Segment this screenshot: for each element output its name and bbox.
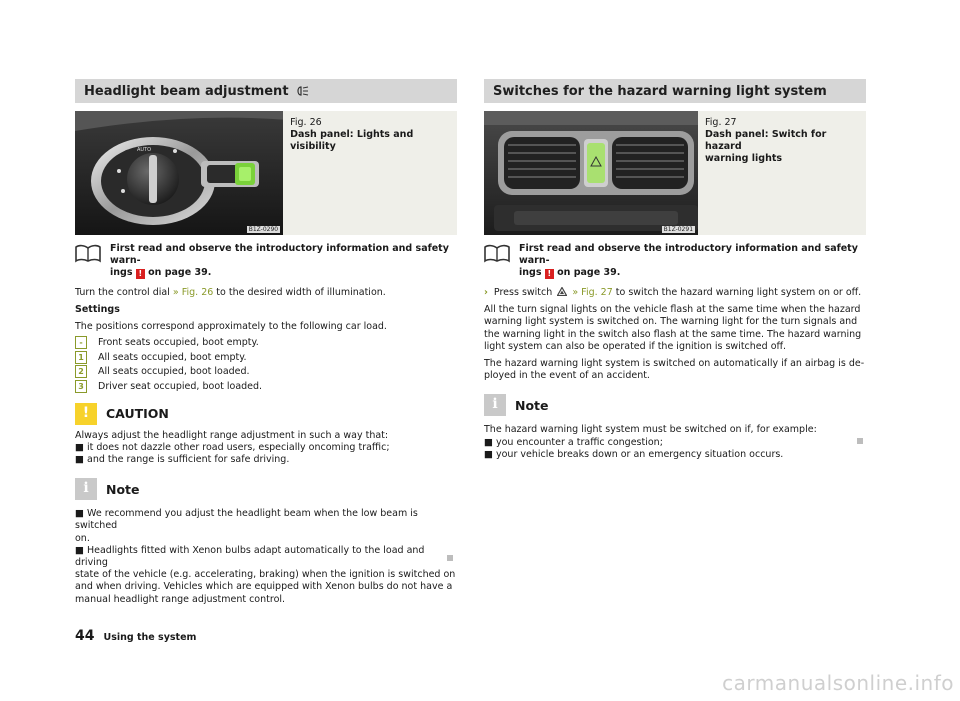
figure-caption <box>283 111 457 235</box>
watermark: carmanualsonline.info <box>722 671 954 695</box>
step-arrow-icon: › <box>484 287 488 298</box>
note-title: Note <box>106 481 140 497</box>
section-heading-headlight <box>75 79 457 103</box>
note-header <box>75 478 457 500</box>
list-item: 1 All seats occupied, boot empty. <box>75 350 457 365</box>
settings-intro: The positions correspond approximately to the following car load. <box>75 321 387 333</box>
figure-code: B1Z-0291 <box>663 226 694 233</box>
section-title: Switches for the hazard warning light system <box>493 83 827 99</box>
figure-number: Fig. 27 <box>705 117 737 128</box>
figure-27 <box>484 111 866 235</box>
figure-number: Fig. 26 <box>290 117 322 128</box>
note-body: The hazard warning light system must be switched on if, for example: ■ you encounter a traffic congestion; ■ your vehicle breaks down or an emergency situation occurs. <box>484 424 817 460</box>
paragraph-2: The hazard warning light system is switched on automatically if an airbag is de- ployed in the event of an accident. <box>484 358 865 382</box>
figure-26 <box>75 111 457 235</box>
list-item: - Front seats occupied, boot empty. <box>75 336 457 351</box>
open-book-icon <box>75 243 101 263</box>
page-39-link[interactable]: on page 39. <box>148 267 212 278</box>
caution-title: CAUTION <box>106 406 169 422</box>
figure-title: Dash panel: Lights and visibility <box>290 129 414 152</box>
paragraph-1: All the turn signal lights on the vehicle flash at the same time when the hazard warning light system is switched on. The warning light for the turn signals and the warning light in the switch also flash at the same time. The hazard warning light system can also be operated if the ignition is switched off. <box>484 304 862 352</box>
read-first-ings: ings <box>110 267 133 278</box>
caution-header <box>75 403 457 425</box>
light-switch-photo <box>75 111 283 235</box>
read-first-line1: First read and observe the introductory information and safety warn- <box>519 243 858 266</box>
caution-icon <box>75 403 97 425</box>
warning-alert-icon: ! <box>545 269 554 279</box>
list-item: 2 All seats occupied, boot loaded. <box>75 365 457 380</box>
section-end-mark <box>447 555 453 561</box>
read-first-line1: First read and observe the introductory information and safety warn- <box>110 243 449 266</box>
figure-title-line1: Dash panel: Switch for hazard <box>705 129 827 152</box>
read-first-notice <box>484 243 866 279</box>
note-body: ■ We recommend you adjust the headlight beam when the low beam is switched on. ■ Headlights fitted with Xenon bulbs adapt automatically to the load and driving state of the vehicle (e.g. accelerating, braking) when the ignition is switched on and when driving. Vehicles which are equipped with Xenon bulbs do not have a manual headlight range adjustment control. <box>75 508 456 605</box>
position-list <box>75 336 457 394</box>
left-column <box>75 79 457 606</box>
intro-paragraph: Turn the control dial » Fig. 26 to the desired width of illumination. <box>75 287 386 298</box>
hazard-triangle-icon <box>557 287 567 296</box>
open-book-icon <box>484 243 510 263</box>
fig-27-link[interactable]: » Fig. 27 <box>572 287 613 298</box>
warning-alert-icon: ! <box>136 269 145 279</box>
headlight-range-icon <box>295 85 309 97</box>
figure-caption <box>698 111 866 235</box>
figure-title-line2: warning lights <box>705 153 783 164</box>
position-key: 1 <box>75 351 87 364</box>
footer-section: Using the system <box>103 632 197 643</box>
fig-26-link[interactable]: » Fig. 26 <box>172 287 214 298</box>
figure-code: B1Z-0290 <box>248 226 279 233</box>
info-icon <box>484 394 506 416</box>
position-key: 2 <box>75 365 87 378</box>
section-end-mark <box>857 438 863 444</box>
step-instruction: › Press switch » Fig. 27 to switch the hazard warning light system on or off. <box>484 287 862 298</box>
settings-heading: Settings <box>75 304 120 316</box>
note-header <box>484 394 866 416</box>
section-heading-hazard <box>484 79 866 103</box>
page-39-link[interactable]: on page 39. <box>557 267 621 278</box>
right-column <box>484 79 866 461</box>
info-icon <box>75 478 97 500</box>
hazard-switch-photo <box>484 111 698 235</box>
dial-auto-label: AUTO <box>137 147 152 153</box>
read-first-notice <box>75 243 457 279</box>
caution-body: Always adjust the headlight range adjustment in such a way that: ■ it does not dazzle other road users, especially oncoming traffic; ■ and the range is sufficient for safe driving. <box>75 429 390 466</box>
read-first-ings: ings <box>519 267 542 278</box>
note-title: Note <box>515 397 549 413</box>
list-item: 3 Driver seat occupied, boot loaded. <box>75 379 457 394</box>
section-title: Headlight beam adjustment <box>84 83 289 99</box>
page-footer <box>75 628 196 644</box>
position-key: - <box>75 336 87 349</box>
page-number: 44 <box>75 628 95 644</box>
position-key: 3 <box>75 380 87 393</box>
